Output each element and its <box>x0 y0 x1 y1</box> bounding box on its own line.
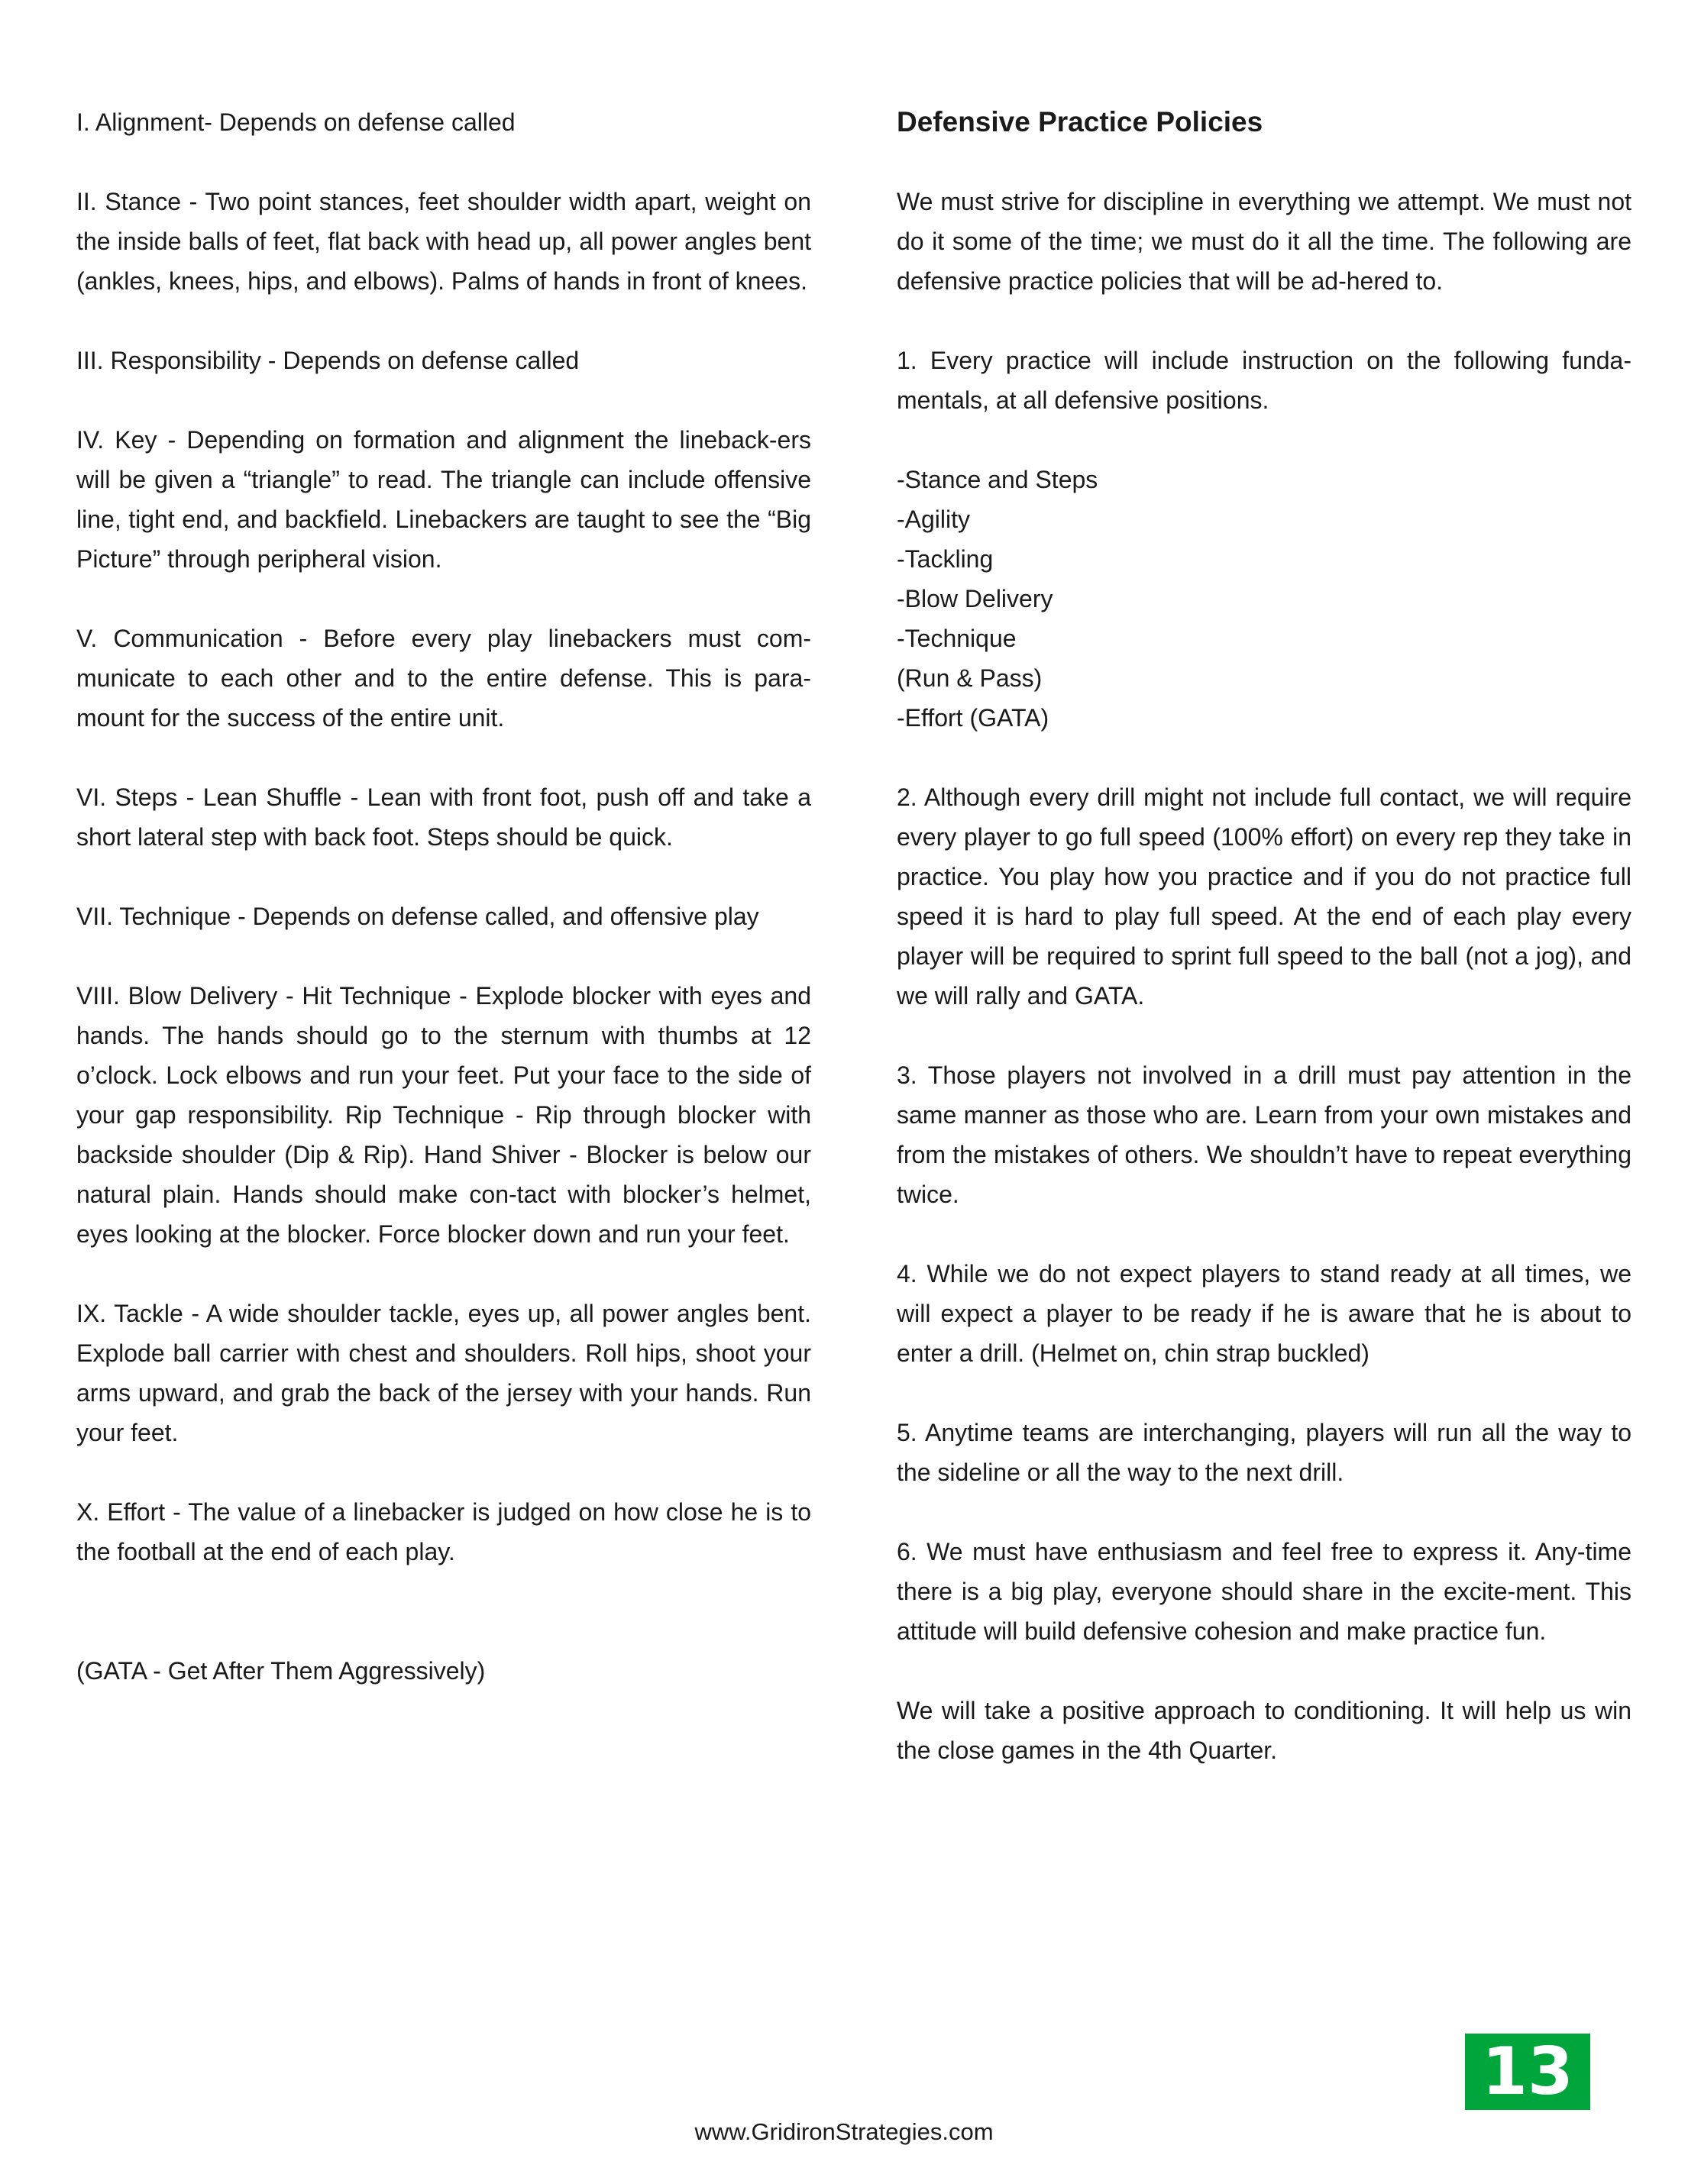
responsibility-paragraph: III. Responsibility - Depends on defense called <box>76 347 580 374</box>
gata-note: (GATA - Get After Them Aggressively) <box>76 1657 486 1685</box>
key-paragraph: IV. Key - Depending on formation and alignment the lineback-ers will be given a “triangle” to read. The triangle can include offensive line, tight end, and backfield. Linebackers are taught to see the “Big Picture” through peripheral vision. <box>76 426 811 573</box>
tackle-paragraph: IX. Tackle - A wide shoulder tackle, eyes up, all power angles bent. Explode ball carrier with chest and shoulders. Roll hips, shoot your arms upward, and grab the back of the jersey with your hands. Run your feet. <box>76 1300 811 1446</box>
blow-delivery-paragraph: VIII. Blow Delivery - Hit Technique - Explode blocker with eyes and hands. The hands should go to the sternum with thumbs at 12 o’clock. Lock elbows and run your feet. Put your face to the side of your gap responsibility. Rip Technique - Rip through blocker with backside shoulder (Dip & Rip). Hand Shiver - Blocker is below our natural plain. Hands should make con-tact with blocker’s helmet, eyes looking at the blocker. Force blocker down and run your feet. <box>76 982 811 1248</box>
list-item: -Stance and Steps <box>897 466 1098 493</box>
alignment-paragraph: I. Alignment- Depends on defense called <box>76 108 516 136</box>
list-item: (Run & Pass) <box>897 664 1043 692</box>
intro-paragraph: We must strive for discipline in everything we attempt. We must not do it some of the time; we must do it all the time. The following are defensive practice policies that will be ad-hered to. <box>897 188 1631 295</box>
communication-paragraph: V. Communication - Before every play linebackers must com-municate to each other and to the entire defense. This is para-mount for the success of the entire unit. <box>76 625 811 732</box>
section-heading: Defensive Practice Policies <box>897 106 1263 137</box>
fundamentals-list <box>897 460 1631 738</box>
list-item: -Technique <box>897 625 1017 652</box>
right-column <box>897 102 1631 1770</box>
stance-paragraph: II. Stance - Two point stances, feet shoulder width apart, weight on the inside balls of feet, flat back with head up, all power angles bent (ankles, knees, hips, and elbows). Palms of hands in front of knees. <box>76 188 811 295</box>
policy-5: 5. Anytime teams are interchanging, players will run all the way to the sideline or all the way to the next drill. <box>897 1419 1631 1486</box>
policy-6: 6. We must have enthusiasm and feel free to express it. Any-time there is a big play, everyone should share in the excite-ment. This attitude will build defensive cohesion and make practice fun. <box>897 1538 1631 1645</box>
policy-2: 2. Although every drill might not include full contact, we will require every player to go full speed (100% effort) on every rep they take in practice. You play how you practice and if you do not practice full speed it is hard to play full speed. At the end of each play every player will be required to sprint full speed to the ball (not a jog), and we will rally and GATA. <box>897 783 1631 1010</box>
policy-3: 3. Those players not involved in a drill must pay attention in the same manner as those who are. Learn from your own mistakes and from the mistakes of others. We shouldn’t have to repeat everything twice. <box>897 1061 1631 1208</box>
technique-paragraph: VII. Technique - Depends on defense called, and offensive play <box>76 903 759 930</box>
conditioning-paragraph: We will take a positive approach to conditioning. It will help us win the close games in the 4th Quarter. <box>897 1697 1631 1764</box>
left-column <box>76 102 811 1691</box>
policy-4: 4. While we do not expect players to stand ready at all times, we will expect a player to be ready if he is aware that he is about to enter a drill. (Helmet on, chin strap buckled) <box>897 1260 1631 1367</box>
page-number-badge: 13 <box>1465 2034 1590 2110</box>
list-item: -Agility <box>897 506 971 533</box>
list-item: -Effort (GATA) <box>897 704 1049 732</box>
effort-paragraph: X. Effort - The value of a linebacker is judged on how close he is to the football at the end of each play. <box>76 1498 811 1565</box>
list-item: -Blow Delivery <box>897 585 1053 612</box>
footer-url: www.GridironStrategies.com <box>694 2118 994 2145</box>
list-item: -Tackling <box>897 545 994 573</box>
policy-1: 1. Every practice will include instruction on the following funda-mentals, at all defensive positions. <box>897 347 1631 414</box>
steps-paragraph: VI. Steps - Lean Shuffle - Lean with front foot, push off and take a short lateral step with back foot. Steps should be quick. <box>76 783 811 851</box>
